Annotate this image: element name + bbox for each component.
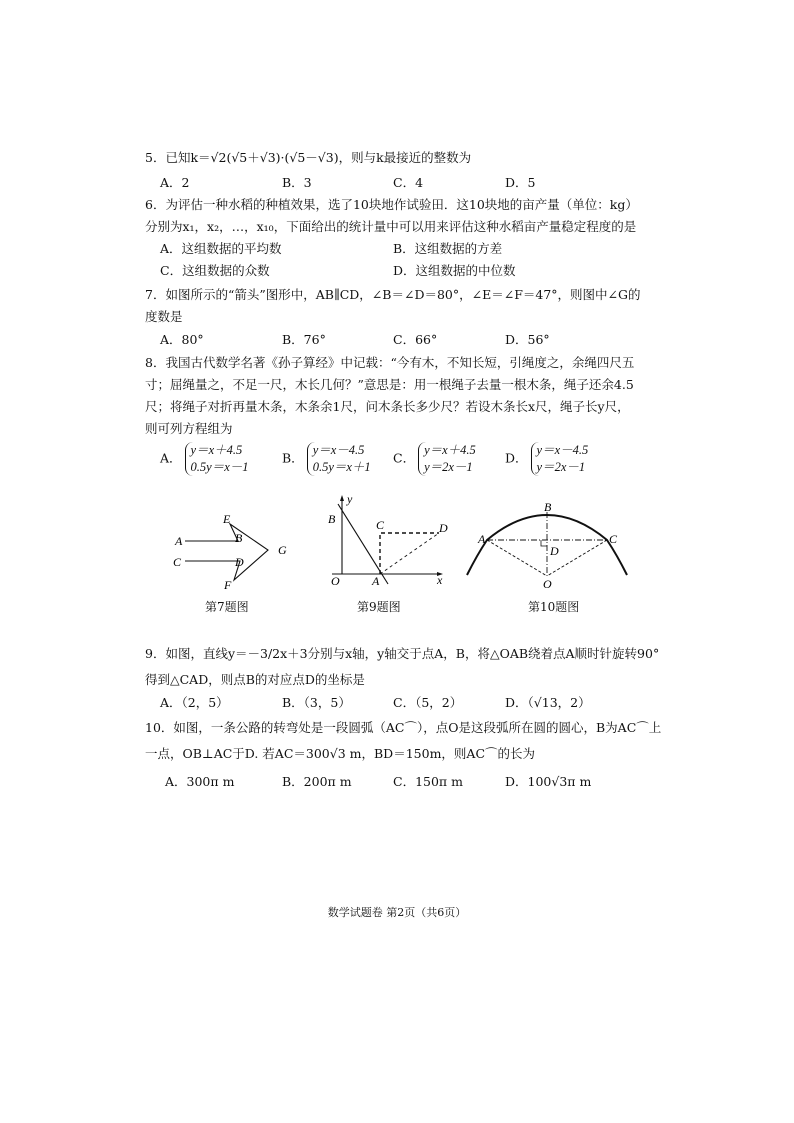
- fig9-label-y: y: [347, 492, 353, 506]
- q6-option-a: A．这组数据的平均数: [160, 241, 282, 256]
- q8-line1: 8．我国古代数学名著《孙子算经》中记载：“今有木，不知长短，引绳度之，余绳四尺五: [145, 355, 635, 370]
- equation-system: [185, 442, 249, 476]
- fig7-label-b: B: [235, 531, 243, 545]
- q8-d-eq2: y＝2x－1: [536, 460, 586, 474]
- q9-option-c: C．（5，2）: [393, 695, 463, 710]
- q8-option-b-letter: B．: [282, 450, 304, 466]
- page-footer: 数学试题卷 第2页（共6页）: [327, 906, 467, 919]
- q8-line4: 则可列方程组为: [145, 421, 233, 436]
- fig10-label-a: A: [478, 532, 486, 546]
- fig9-label-c: C: [376, 518, 385, 532]
- q8-option-c-letter: C．: [393, 450, 416, 466]
- q7-option-c: C．66°: [393, 332, 438, 347]
- q7-line1: 7．如图所示的“箭头”图形中，AB∥CD，∠B＝∠D＝80°，∠E＝∠F＝47°，则图中∠G的: [145, 287, 641, 302]
- q8-line2: 寸；屈绳量之，不足一尺，木长几何？”意思是：用一根绳子去量一根木条，绳子还余4.5: [145, 377, 634, 392]
- y-axis-arrow: [340, 495, 344, 501]
- fig10-caption: 第10题图: [528, 600, 580, 614]
- q9-option-d: D．（√13，2）: [505, 695, 591, 710]
- fig9-label-a: A: [372, 574, 380, 588]
- equation-system: [307, 442, 371, 476]
- q5-option-d: D．5: [505, 175, 536, 190]
- q6-line2: 分别为x₁，x₂，…，x₁₀，下面给出的统计量中可以用来评估这种水稻亩产量稳定程度的是: [145, 219, 637, 234]
- fig10-label-d: D: [550, 544, 559, 558]
- q8-d-eq1: y＝x－4.5: [536, 443, 589, 457]
- fig9-label-d: D: [439, 521, 448, 535]
- q8-a-eq2: 0.5y＝x－1: [190, 460, 249, 474]
- figure-7-arrow: [165, 510, 300, 595]
- figure-9-coordinate: [322, 492, 452, 590]
- fig7-label-e: E: [223, 512, 231, 526]
- q8-option-d-letter: D．: [505, 450, 528, 466]
- q10-option-a: A．300π m: [165, 774, 235, 789]
- q5-option-b: B．3: [282, 175, 312, 190]
- q10-option-c: C．150π m: [393, 774, 463, 789]
- q8-c-eq2: y＝2x－1: [424, 460, 473, 474]
- equation-system: [531, 442, 589, 476]
- q7-option-b: B．76°: [282, 332, 326, 347]
- q8-option-c: [393, 442, 476, 476]
- q9-option-b: B．（3，5）: [282, 695, 351, 710]
- fig9-label-o: O: [331, 574, 340, 588]
- q5-option-a: A．2: [160, 175, 190, 190]
- q9-line1: 9．如图，直线y＝－3/2x＋3分别与x轴，y轴交于点A，B，将△OAB绕着点A顺时针旋转90°: [145, 646, 660, 661]
- fig9-caption: 第9题图: [357, 600, 401, 614]
- q7-option-a: A．80°: [160, 332, 204, 347]
- q8-option-b: [282, 442, 371, 476]
- q10-option-b: B．200π m: [282, 774, 352, 789]
- right-angle-mark: [541, 540, 547, 546]
- q9-option-a: A．（2，5）: [160, 695, 229, 710]
- q8-line3: 尺；将绳子对折再量木条，木条余1尺，问木条长多少尺？若设木条长x尺，绳子长y尺，: [145, 399, 630, 414]
- q7-line2: 度数是: [145, 309, 183, 324]
- fig9-label-b: B: [328, 512, 336, 526]
- radius-oa: [487, 540, 547, 576]
- fig7-label-d: D: [235, 555, 244, 569]
- fig7-label-g: G: [278, 543, 287, 557]
- q7-option-d: D．56°: [505, 332, 550, 347]
- q6-option-d: D．这组数据的中位数: [393, 263, 516, 278]
- q8-c-eq1: y＝x＋4.5: [424, 443, 476, 457]
- q10-option-d: D．100√3π m: [505, 774, 592, 789]
- fig10-label-c: C: [609, 532, 618, 546]
- fig7-label-f: F: [224, 578, 232, 592]
- arrow-outline: [185, 524, 268, 580]
- figure-10-arc: [465, 500, 630, 595]
- segment-ad: [380, 533, 439, 574]
- fig7-label-a: A: [175, 534, 183, 548]
- q8-option-a-letter: A．: [160, 450, 182, 466]
- q6-option-b: B．这组数据的方差: [393, 241, 503, 256]
- fig7-label-c: C: [173, 555, 182, 569]
- q8-a-eq1: y＝x＋4.5: [190, 443, 243, 457]
- q5-stem: 5．已知k＝√2(√5＋√3)·(√5－√3)，则与k最接近的整数为: [145, 150, 472, 165]
- fig9-label-x: x: [437, 573, 443, 587]
- q6-option-c: C．这组数据的众数: [160, 263, 270, 278]
- q5-option-c: C．4: [393, 175, 424, 190]
- q10-line1: 10．如图，一条公路的转弯处是一段圆弧（AC⌒），点O是这段弧所在圆的圆心，B为AC⌒上: [145, 720, 662, 735]
- q8-option-d: [505, 442, 588, 476]
- q8-option-a: [160, 442, 249, 476]
- fig10-label-o: O: [543, 577, 552, 591]
- q10-line2: 一点，OB⊥AC于D. 若AC＝300√3 m，BD＝150m，则AC⌒的长为: [145, 746, 536, 761]
- fig10-label-b: B: [544, 500, 552, 514]
- q9-line2: 得到△CAD，则点B的对应点D的坐标是: [145, 672, 365, 687]
- fig7-caption: 第7题图: [205, 600, 249, 614]
- equation-system: [418, 442, 476, 476]
- q8-b-eq1: y＝x－4.5: [312, 443, 365, 457]
- q8-b-eq2: 0.5y＝x＋1: [312, 460, 371, 474]
- q6-line1: 6．为评估一种水稻的种植效果，选了10块地作试验田．这10块地的亩产量（单位：kg）: [145, 197, 638, 212]
